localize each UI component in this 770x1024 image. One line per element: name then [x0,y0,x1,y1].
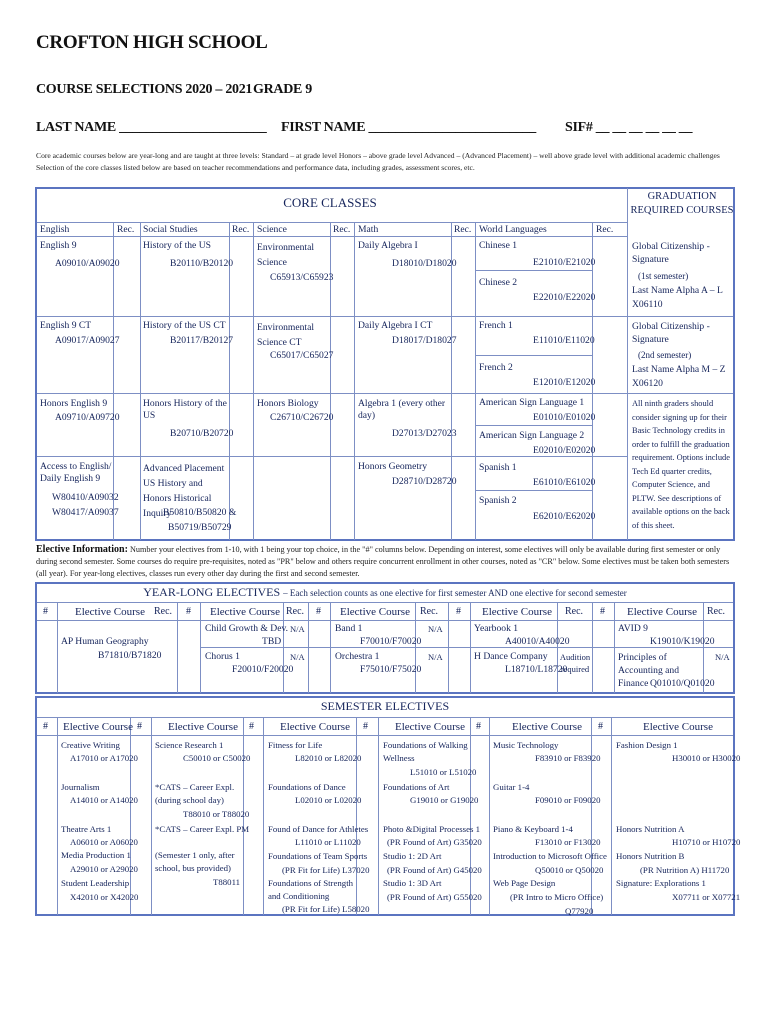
sem-course-code: C50010 or C50020 [183,753,251,763]
course-code: E11010/E11020 [533,335,595,346]
sem-hash: # [43,721,48,732]
sem-course-name: Studio 1: 2D Art [383,851,442,861]
course-name: Daily Algebra I CT [358,320,433,331]
head-social: Social Studies [143,224,198,235]
year-course-name: Child Growth & Dev. [205,623,289,634]
year-hash: # [43,606,48,617]
course-code: C65913/C65923 [270,272,334,283]
sem-course-name: *CATS – Career Expl. (during school day) [155,782,235,805]
year-course-code: B71810/B71820 [98,650,162,661]
grad-required-title: GRADUATION REQUIRED COURSES [630,191,734,216]
sem-hash: # [249,721,254,732]
sem-course-name: Fashion Design 1 [616,740,678,750]
year-rec: Audition required [559,652,591,674]
sem-course-code: H30010 or H30020 [672,753,741,763]
year-rec: N/A [428,652,443,662]
sem-course-name: Music Technology [493,740,559,750]
elective-info-label: Elective Information: [36,544,128,555]
grad-course-code: Last Name Alpha M – Z X06120 [632,364,726,389]
year-course-name: AP Human Geography [61,636,149,647]
course-code: E02010/E02020 [533,445,596,456]
sem-course-name: Studio 1: 3D Art [383,878,442,888]
year-course-name: H Dance Company [474,651,548,662]
year-rec-head: Rec. [707,606,726,617]
course-code: C26710/C26720 [270,412,334,423]
year-long-title-row [36,585,734,600]
sem-course-name: Media Production 1 [61,850,131,860]
year-rec-head: Rec. [286,606,305,617]
course-code: A09017/A09027 [55,335,120,346]
course-name: Environmental Science CT [257,322,315,348]
grad-course-note: (1st semester) [638,271,689,281]
sem-course-code: L82010 or L82020 [295,753,362,763]
course-code: A09010/A09020 [55,258,120,269]
sem-course-code: X07711 or X07721 [672,892,741,902]
year-course-name: Chorus 1 [205,651,240,662]
sem-course-code: A06010 or A06020 [70,837,138,847]
head-lang-rec: Rec. [596,224,614,235]
year-course-code: L18710/L18720 [505,664,568,675]
course-name: Spanish 2 [479,495,517,506]
head-lang: World Languages [479,224,547,235]
sem-course-name: Creative Writing [61,740,120,750]
course-name: American Sign Language 1 [479,397,585,408]
course-code: E01010/E01020 [533,412,596,423]
grad-course-code: Last Name Alpha A – L X06110 [632,285,723,310]
sem-course-name: Foundations of Team Sports [268,851,368,861]
sem-course-name: Guitar 1-4 [493,782,530,792]
course-name: History of the US [143,240,211,251]
tech-credits-note: All ninth graders should consider signing up for their Basic Technology credits in order to fulfill the graduation requirement. Options include Tech Ed quarter credits, Computer Science, and PLTW. See descriptions of available options on the back of this sheet. [632,399,730,530]
course-code: B50810/B50820 & [163,507,237,518]
course-name: History of the US CT [143,320,226,331]
year-course-code: K19010/K19020 [650,636,715,647]
sem-course-name: Foundations of Dance [268,782,346,792]
year-course-code: A40010/A40020 [505,636,570,647]
sem-course-code: X42010 or X42020 [70,892,139,902]
sem-course-name: Honors Nutrition A [616,824,685,834]
sem-course-code: H10710 or H10720 [672,837,741,847]
sif-field[interactable]: SIF# __ __ __ __ __ __ [565,120,693,135]
core-classes-title: CORE CLASSES [283,195,377,210]
sem-course-code: T88011 [213,877,241,887]
course-name: Spanish 1 [479,462,517,473]
year-course-name: AVID 9 [618,623,648,634]
grade-label: GRADE 9 [253,82,312,97]
year-rec-head: Rec. [565,606,584,617]
sem-course-name: Foundations of Art [383,782,450,792]
year-course-code: F75010/F75020 [360,664,422,675]
sem-course-name: Signature: Explorations 1 [616,878,706,888]
sem-course-name: Honors Nutrition B [616,851,685,861]
elective-info-text: Number your electives from 1-10, with 1 being your top choice, in the "#" columns below. Depending on interest, some electives will only be available during first semester or only during second semester. Some courses do require pre-requisites, noted as "PR" below and others require concurrent enrollment in other courses, noted as "CR" below. Some electives must be taken both semesters (all year). For year-long electives, classes run every other day during the first and second semester. [36,545,730,578]
sem-hash: # [137,721,142,732]
course-name: Chinese 2 [479,277,518,288]
course-code: E62010/E62020 [533,511,596,522]
year-rec: N/A [428,624,443,634]
year-rec: N/A [290,624,305,634]
course-code: A09710/A09720 [55,412,120,423]
course-name: Advanced Placement US History and Honors Historical Inquiry [143,463,225,519]
year-course-code: TBD [262,636,282,647]
course-name: English 9 CT [40,320,92,331]
course-name: Environmental Science [257,242,315,268]
course-name: Chinese 1 [479,240,518,251]
year-course-name: Orchestra 1 [335,651,380,662]
year-course-name: Yearbook 1 [474,623,519,634]
selection-note: Selection of the core classes listed below are based on teacher recommendations and performance data, including grades, assessment scores, etc. [36,163,475,172]
sem-course-code: T88010 or T88020 [183,809,250,819]
sem-elective-head: Elective Course [63,721,133,733]
course-code: D27013/D27023 [392,428,457,439]
year-hash: # [186,606,191,617]
course-code: B20110/B20120 [170,258,234,269]
sem-course-code: A14010 or A14020 [70,795,138,805]
sem-course-name: Science Research 1 [155,740,224,750]
sem-course-code: Q50010 or Q50020 [535,865,604,875]
course-name: Honors English 9 [40,398,108,409]
sem-course-name: Introduction to Microsoft Office [493,851,607,861]
sem-elective-head: Elective Course [643,721,713,733]
course-name: Honors History of the US [143,398,227,421]
head-math: Math [358,224,379,235]
head-english: English [40,224,70,235]
head-social-rec: Rec. [232,224,250,235]
elective-info [36,544,736,580]
first-name-field[interactable]: FIRST NAME _________________________ [281,120,536,135]
course-name: French 2 [479,362,513,373]
year-elective-head: Elective Course [482,606,552,618]
course-code: W80417/A09037 [52,507,119,518]
year-hash: # [456,606,461,617]
course-name: Honors Geometry [358,461,428,472]
year-course-code: F20010/F20020 [232,664,294,675]
sem-course-name: Foundations of Strength and Conditioning [268,878,354,901]
sem-course-note: (PR Intro to Micro Office) [510,892,604,902]
sem-course-code: F09010 or F09020 [535,795,601,805]
grad-course-note: (2nd semester) [638,350,692,360]
year-course-name: Principles of Accounting and Finance [618,652,680,689]
levels-note: Core academic courses below are year-long and are taught at three levels: Standard – at grade level Honors – above grade level Advanced – (Advanced Placement) – well above grade level with additional academic challenges [36,151,720,160]
sem-course-name: Fitness for Life [268,740,323,750]
sem-course-name: Photo &Digital Processes 1 [383,824,481,834]
sem-course-code: (PR Found of Art) G35020 [387,837,482,847]
year-elective-head: Elective Course [210,606,280,618]
sem-course-code: F13010 or F13020 [535,837,601,847]
sem-course-code: F83910 or F83920 [535,753,601,763]
last-name-field[interactable]: LAST NAME ______________________ [36,120,267,135]
sem-course-code: A29010 or A29020 [70,864,138,874]
sem-course-code: L11010 or L11020 [295,837,361,847]
course-code: E21010/E21020 [533,257,596,268]
semester-title: SEMESTER ELECTIVES [320,699,450,713]
year-elective-head: Elective Course [340,606,410,618]
course-code: B50719/B50729 [168,522,232,533]
year-elective-head: Elective Course [627,606,697,618]
sem-hash: # [476,721,481,732]
sem-course-code: (PR Found of Art) G45020 [387,865,482,875]
sem-course-code: G19010 or G19020 [410,795,479,805]
sem-course-name: Journalism [61,782,100,792]
year-elective-head: Elective Course [75,606,145,618]
course-code: D18017/D18027 [392,335,457,346]
sem-course-code: A17010 or A17020 [70,753,138,763]
course-code: C65017/C65027 [270,350,334,361]
course-code: E12010/E12020 [533,377,596,388]
year-hash: # [600,606,605,617]
sem-hash: # [363,721,368,732]
sem-course-name: Theatre Arts 1 [61,824,112,834]
sem-course-code: (PR Nutrition A) H11720 [640,865,730,875]
school-name: CROFTON HIGH SCHOOL [36,32,268,53]
course-name: Honors Biology [257,398,319,409]
year-rec: N/A [715,652,730,662]
head-english-rec: Rec. [117,224,135,235]
year-rec-head: Rec. [154,606,173,617]
head-math-rec: Rec. [454,224,472,235]
course-code: B20710/B20720 [170,428,234,439]
course-code: E61010/E61020 [533,477,596,488]
year-course-code: Q01010/Q01020 [650,678,715,689]
year-course-code: F70010/F70020 [360,636,422,647]
year-rec-head: Rec. [420,606,439,617]
sem-course-code: L02010 or L02020 [295,795,362,805]
year-long-subtitle: – Each selection counts as one elective for first semester AND one elective for second semester [283,588,627,598]
course-code: W80410/A09032 [52,492,119,503]
course-name: Daily Algebra I [358,240,418,251]
sem-course-name: Web Page Design [493,878,556,888]
course-code: D18010/D18020 [392,258,457,269]
sem-course-name: *CATS – Career Expl. PM [155,824,250,834]
course-selections-title: COURSE SELECTIONS 2020 – 2021 [36,82,253,97]
sem-course-name: Foundations of Walking Wellness [383,740,468,763]
sem-hash: # [598,721,603,732]
course-code: D28710/D28720 [392,476,457,487]
sem-course-name: Found of Dance for Athletes [268,824,369,834]
sem-elective-head: Elective Course [512,721,582,733]
sem-course-code: (PR Fit for Life) L58020 [282,904,370,914]
sem-course-code: L51010 or L51020 [410,767,477,777]
year-long-title: YEAR-LONG ELECTIVES [143,585,281,599]
grad-course-name: Global Citizenship - Signature [632,241,710,265]
sem-elective-head: Elective Course [395,721,465,733]
head-science-rec: Rec. [333,224,351,235]
course-name: Algebra 1 (every other day) [358,398,446,421]
sem-elective-head: Elective Course [168,721,238,733]
head-science: Science [257,224,287,235]
sem-course-name: Piano & Keyboard 1-4 [493,824,573,834]
grad-course-name: Global Citizenship - Signature [632,321,710,345]
course-code: E22010/E22020 [533,292,596,303]
sem-course-name: Student Leadership [61,878,130,888]
sem-course-code: (PR Found of Art) G55020 [387,892,482,902]
year-course-name: Band 1 [335,623,363,634]
course-code: B20117/B20127 [170,335,234,346]
sem-course-code: (PR Fit for Life) L37020 [282,865,370,875]
year-hash: # [316,606,321,617]
course-name: French 1 [479,320,513,331]
year-rec: N/A [290,652,305,662]
sem-course-note: (Semester 1 only, after school, bus provided) [155,850,235,873]
course-name: Access to English/ Daily English 9 [40,461,112,484]
course-name: English 9 [40,240,77,251]
sem-course-code: Q77920 [565,906,594,916]
course-name: American Sign Language 2 [479,430,585,441]
sem-elective-head: Elective Course [280,721,350,733]
